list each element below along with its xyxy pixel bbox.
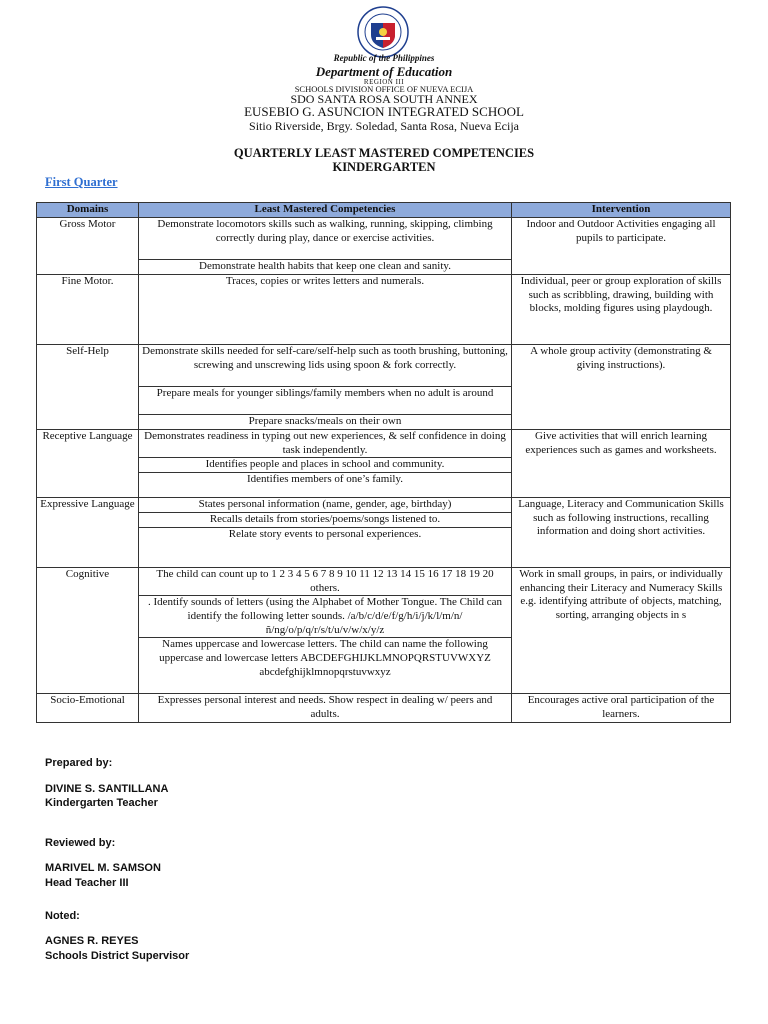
table-row <box>37 218 731 260</box>
table-row <box>37 430 731 458</box>
quarter-label: First Quarter <box>45 175 118 189</box>
competency-cell: Relate story events to personal experiences. <box>139 528 512 568</box>
reviewed-by-title: Head Teacher III <box>45 877 129 889</box>
table-row <box>37 345 731 387</box>
competency-cell: Expresses personal interest and needs. Show respect in dealing w/ peers and adults. <box>139 694 512 722</box>
competencies-table <box>36 202 731 723</box>
competency-cell: Names uppercase and lowercase letters. The child can name the following uppercase and lowercase letters ABCDEFGHIJKLMNOPQRSTUVWXYZ abcdefghijklmnopqrstuvwxyz <box>139 638 512 694</box>
intervention-cell: Indoor and Outdoor Activities engaging all pupils to participate. <box>512 218 731 275</box>
sdo-line: SDO SANTA ROSA SOUTH ANNEX <box>290 92 478 106</box>
noted-by-label: Noted: <box>45 910 80 922</box>
republic-line: Republic of the Philippines <box>333 53 435 63</box>
competency-cell: Demonstrate skills needed for self-care/self-help such as tooth brushing, buttoning, screwing and unscrewing lids using spoon & fork correctly. <box>139 345 512 387</box>
competency-cell: Identifies members of one’s family. <box>139 473 512 498</box>
department-line: Department of Education <box>315 64 453 79</box>
competency-cell: Traces, copies or writes letters and numerals. <box>139 275 512 345</box>
division-line: SCHOOLS DIVISION OFFICE OF NUEVA ECIJA <box>294 84 474 94</box>
competency-cell: Demonstrates readiness in typing out new experiences, & self confidence in doing task independently. <box>139 430 512 458</box>
intervention-cell: Language, Literacy and Communication Skills such as following instructions, recalling information and doing short activities. <box>512 498 731 568</box>
table-row <box>37 568 731 596</box>
intervention-cell: A whole group activity (demonstrating & giving instructions). <box>512 345 731 430</box>
table-header-row <box>37 203 731 218</box>
competency-cell: Recalls details from stories/poems/songs listened to. <box>139 513 512 528</box>
domain-cell: Expressive Language <box>37 498 139 568</box>
prepared-by-label: Prepared by: <box>45 757 113 769</box>
intervention-cell: Work in small groups, in pairs, or individually enhancing their Literacy and Numeracy Skills e.g. identifying attribute of objects, matching, sorting, arranging objects in s <box>512 568 731 694</box>
domain-cell: Gross Motor <box>37 218 139 275</box>
prepared-by-name: DIVINE S. SANTILLANA <box>45 783 169 795</box>
deped-seal-icon <box>357 6 409 58</box>
domain-cell: Fine Motor. <box>37 275 139 345</box>
reviewed-by-name: MARIVEL M. SAMSON <box>45 862 161 874</box>
competency-cell: Demonstrate health habits that keep one clean and sanity. <box>139 260 512 275</box>
table-row <box>37 498 731 513</box>
school-address: Sitio Riverside, Brgy. Soledad, Santa Rosa, Nueva Ecija <box>249 119 519 133</box>
competency-cell: States personal information (name, gender, age, birthday) <box>139 498 512 513</box>
domain-cell: Self-Help <box>37 345 139 430</box>
domain-cell: Socio-Emotional <box>37 694 139 722</box>
column-header-competencies: Least Mastered Competencies <box>139 203 512 218</box>
competency-cell: Demonstrate locomotors skills such as walking, running, skipping, climbing correctly during play, dance or exercise activities. <box>139 218 512 260</box>
table-row <box>37 694 731 722</box>
intervention-cell: Individual, peer or group exploration of skills such as scribbling, drawing, building with blocks, molding figures using playdough. <box>512 275 731 345</box>
domain-cell: Receptive Language <box>37 430 139 498</box>
competency-cell: The child can count up to 1 2 3 4 5 6 7 8 9 10 11 12 13 14 15 16 17 18 19 20 others. <box>139 568 512 596</box>
region-line: REGION III <box>363 78 405 86</box>
document-title: QUARTERLY LEAST MASTERED COMPETENCIES <box>233 146 535 160</box>
noted-by-name: AGNES R. REYES <box>45 935 139 947</box>
column-header-domains: Domains <box>37 203 139 218</box>
competency-cell: Identifies people and places in school and community. <box>139 458 512 473</box>
prepared-by-title: Kindergarten Teacher <box>45 797 158 809</box>
competency-cell: Prepare snacks/meals on their own <box>139 415 512 430</box>
reviewed-by-label: Reviewed by: <box>45 837 116 849</box>
competency-cell: . Identify sounds of letters (using the Alphabet of Mother Tongue. The Child can identify the following letter sounds. /a/b/c/d/e/f/g/h/i/j/k/l/m/n/ñ/ng/o/p/q/r/s/t/u/v/w/x/y/z <box>139 596 512 638</box>
intervention-cell: Give activities that will enrich learning experiences such as games and worksheets. <box>512 430 731 498</box>
competency-cell: Prepare meals for younger siblings/family members when no adult is around <box>139 387 512 415</box>
table-row <box>37 275 731 345</box>
noted-by-title: Schools District Supervisor <box>45 950 190 962</box>
school-name: EUSEBIO G. ASUNCION INTEGRATED SCHOOL <box>244 104 524 119</box>
column-header-intervention: Intervention <box>512 203 731 218</box>
document-subtitle: KINDERGARTEN <box>332 160 436 174</box>
intervention-cell: Encourages active oral participation of the learners. <box>512 694 731 722</box>
domain-cell: Cognitive <box>37 568 139 694</box>
